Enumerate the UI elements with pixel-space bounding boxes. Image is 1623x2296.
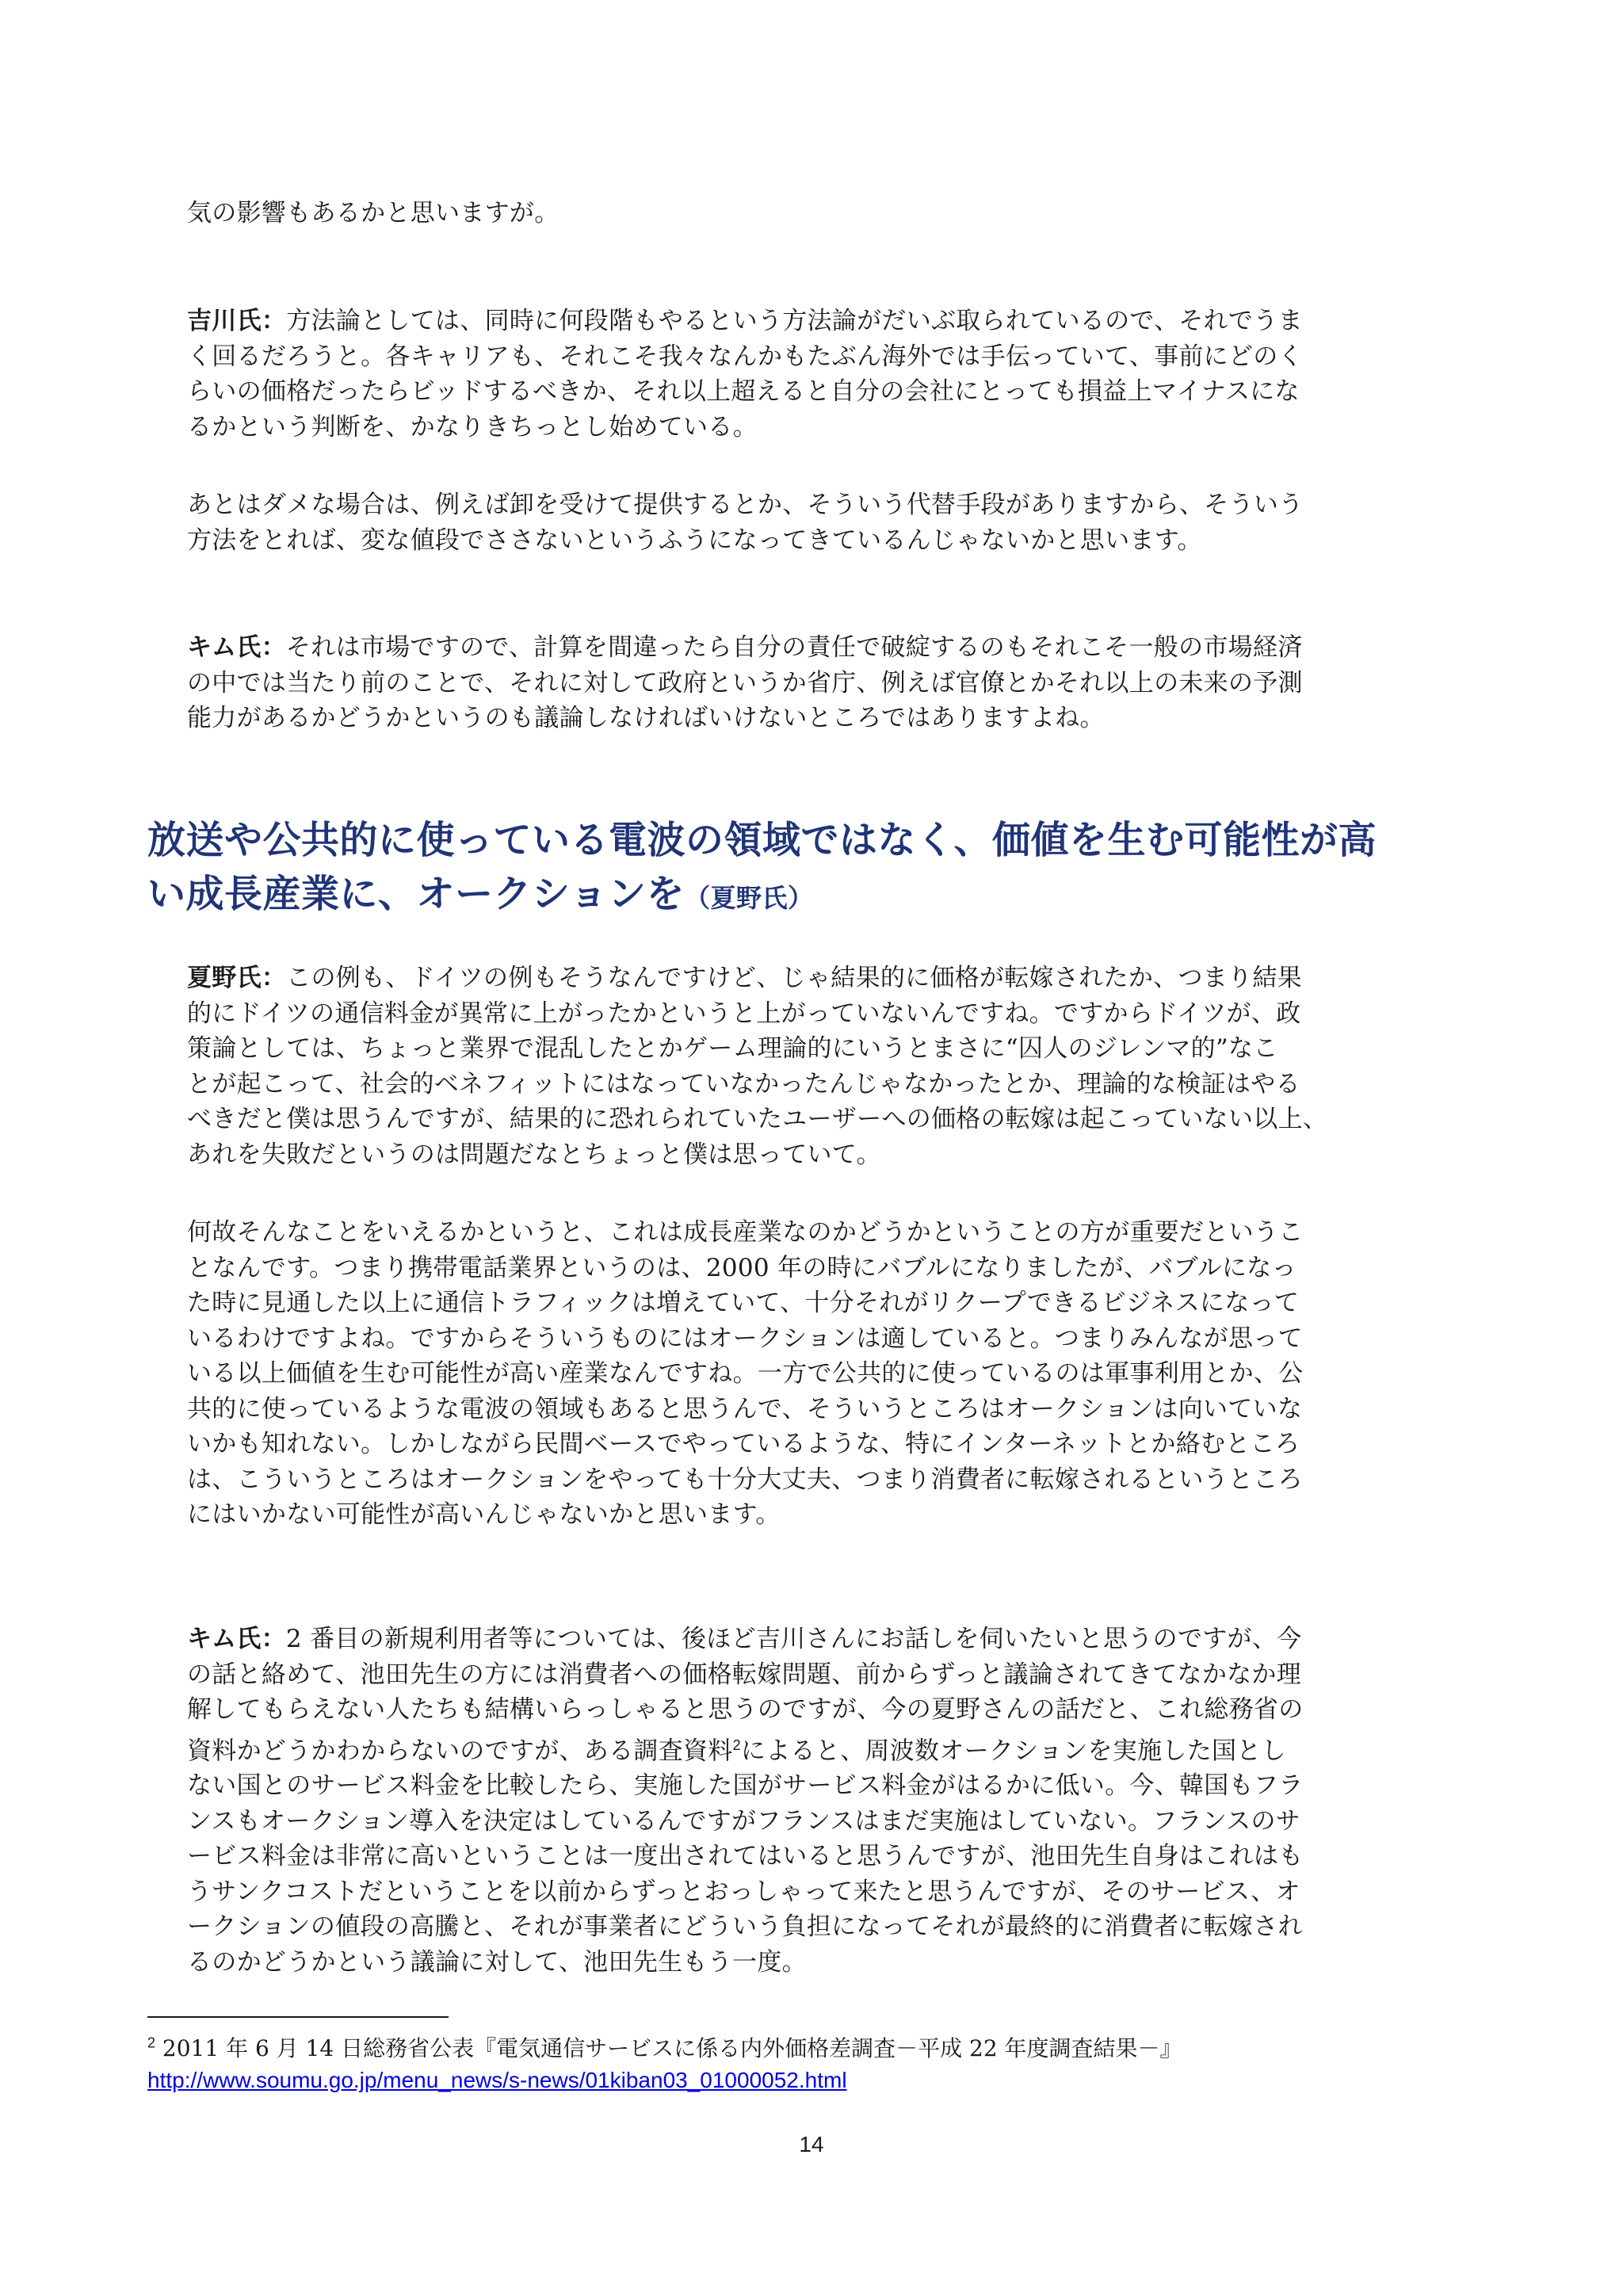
text-line: いかも知れない。しかしながら民間ベースでやっているような、特にインターネットとか絡むところ — [187, 1430, 1300, 1458]
paragraph-kim-2 — [187, 1622, 1487, 1980]
paragraph-kim-1 — [187, 630, 1487, 736]
section-heading — [147, 813, 1510, 925]
text-line: た時に見通した以上に通信トラフィックは増えていて、十分それがリクープできるビジネスになって — [187, 1289, 1300, 1317]
speaker-label: キム氏： — [187, 1625, 286, 1653]
text-line: となんです。つまり携帯電話業界というのは、2000 年の時にバブルになりましたが、バブルになっ — [187, 1253, 1296, 1282]
text-line: 的にドイツの通信料金が異常に上がったかというと上がっていないんですね。ですからドイツが、政 — [187, 999, 1301, 1028]
speaker-label: 吉川氏： — [187, 307, 287, 335]
text-line: とが起こって、社会的ベネフィットにはなっていなかったんじゃなかったとか、理論的な検証はやる — [187, 1069, 1300, 1098]
text-line: 気の影響もあるかと思いますが。 — [187, 199, 559, 227]
speaker-label: 夏野氏： — [187, 964, 287, 992]
text-line: 共的に使っているような電波の領域もあると思うんで、そういうところはオークションは向いていな — [187, 1394, 1303, 1423]
text-line: 能力があるかどうかというのも議論しなければいけないところではありますよね。 — [187, 704, 1105, 732]
footnote-line — [147, 2035, 1182, 2061]
text-line: いるわけですよね。ですからそういうものにはオークションは適していると。つまりみんなが思って — [187, 1324, 1303, 1353]
paragraph-yoshikawa — [187, 304, 1487, 445]
text-line — [187, 1622, 1487, 1657]
text-line: るかという判断を、かなりきちっとし始めている。 — [187, 412, 758, 441]
text-line: 解してもらえない人たちも結構いらっしゃると思うのですが、今の夏野さんの話だと、これ総務省の — [187, 1695, 1304, 1724]
text-line: らいの価格だったらビッドするべきか、それ以上超えると自分の会社にとっても損益上マイナスにな — [187, 377, 1300, 406]
text-line: は、こういうところはオークションをやっても十分大丈夫、つまり消費者に転嫁されるというところ — [187, 1465, 1303, 1494]
text-line — [187, 961, 1487, 996]
text-line: あれを失敗だというのは問題だなとちょっと僕は思っていて。 — [187, 1140, 881, 1169]
text-line: の中では当たり前のことで、それに対して政府というか省庁、例えば官僚とかそれ以上の未来の予測 — [187, 668, 1303, 697]
footnote-reference[interactable]: 2 — [732, 1736, 741, 1753]
text-line — [187, 630, 1487, 666]
heading-line: 放送や公共的に使っている電波の領域ではなく、価値を生む可能性が高 — [147, 818, 1377, 862]
heading-text: い成長産業に、オークションを — [147, 872, 685, 916]
text-line: あとはダメな場合は、例えば卸を受けて提供するとか、そういう代替手段がありますから、そういう — [187, 491, 1304, 519]
text-line: く回るだろうと。各キャリアも、それこそ我々なんかもたぶん海外では手伝っていて、事前にどのく — [187, 342, 1303, 371]
text-segment: 資料かどうかわからないのですが、ある調査資料 — [187, 1736, 733, 1765]
paragraph-yoshikawa-continued — [187, 487, 1487, 558]
text-line: るのかどうかという議論に対して、池田先生もう一度。 — [187, 1947, 807, 1977]
text-line: ない国とのサービス料金を比較したら、実施した国がサービス料金がはるかに低い。今、韓国もフラ — [187, 1771, 1304, 1801]
paragraph-continuation — [187, 196, 1487, 231]
footnote-marker: 2 — [147, 2035, 156, 2051]
text-line — [187, 1728, 1487, 1769]
text-line — [187, 304, 1487, 339]
heading-speaker-note: （夏野氏） — [685, 883, 814, 913]
text-line: 策論としては、ちょっと業界で混乱したとかゲーム理論的にいうとまさに“囚人のジレンマ的”なこ — [187, 1034, 1278, 1063]
footnote-link[interactable]: http://www.soumu.go.jp/menu_news/s-news/01kiban03_01000052.html — [147, 2068, 847, 2093]
text-line: ービス料金は非常に高いということは一度出されてはいると思うんですが、池田先生自身はこれはも — [187, 1842, 1304, 1871]
paragraph-natsuno-2 — [187, 1215, 1487, 1533]
text-segment: によると、周波数オークションを実施した国とし — [740, 1736, 1286, 1765]
text-segment: この例も、ドイツの例もそうなんですけど、じゃ結果的に価格が転嫁されたか、つまり結果 — [286, 964, 1302, 992]
text-line: いる以上価値を生む可能性が高い産業なんですね。一方で公共的に使っているのは軍事利用とか、公 — [187, 1359, 1304, 1388]
text-segment: それは市場ですので、計算を間違ったら自分の責任で破綻するのもそれこそ一般の市場経済 — [285, 633, 1303, 662]
text-line: うサンクコストだということを以前からずっとおっしゃって来たと思うんですが、そのサービス、オ — [187, 1877, 1300, 1906]
footnote-separator — [147, 2016, 449, 2018]
footnote-text: 2011 年 6 月 14 日総務省公表『電気通信サービスに係る内外価格差調査－平成 22 年度調査結果－』 — [155, 2035, 1182, 2062]
text-line: ークションの値段の高騰と、それが事業者にどういう負担になってそれが最終的に消費者に転嫁され — [187, 1912, 1303, 1942]
text-line: 方法をとれば、変な値段でささないというふうになってきているんじゃないかと思います。 — [187, 525, 1202, 555]
speaker-label: キム氏： — [187, 633, 286, 662]
text-segment: 2 番目の新規利用者等については、後ほど吉川さんにお話しを伺いたいと思うのですが、今 — [285, 1625, 1302, 1653]
text-line: べきだと僕は思うんですが、結果的に恐れられていたユーザーへの価格の転嫁は起こっていない以上、 — [187, 1105, 1328, 1133]
text-line: にはいかない可能性が高いんじゃないかと思います。 — [187, 1500, 781, 1529]
text-line: 何故そんなことをいえるかというと、これは成長産業なのかどうかということの方が重要だというこ — [187, 1218, 1304, 1247]
paragraph-natsuno-1 — [187, 961, 1487, 1172]
text-line: の話と絡めて、池田先生の方には消費者への価格転嫁問題、前からずっと議論されてきてなかなか理 — [187, 1660, 1302, 1689]
heading-line — [147, 867, 1510, 925]
text-segment: 方法論としては、同時に何段階もやるという方法論がだいぶ取られているので、それでうま — [286, 307, 1303, 335]
footnote — [147, 2027, 1495, 2096]
text-line: ンスもオークション導入を決定はしているんですがフランスはまだ実施はしていない。フランスのサ — [187, 1806, 1301, 1836]
page-number: 14 — [799, 2132, 824, 2157]
